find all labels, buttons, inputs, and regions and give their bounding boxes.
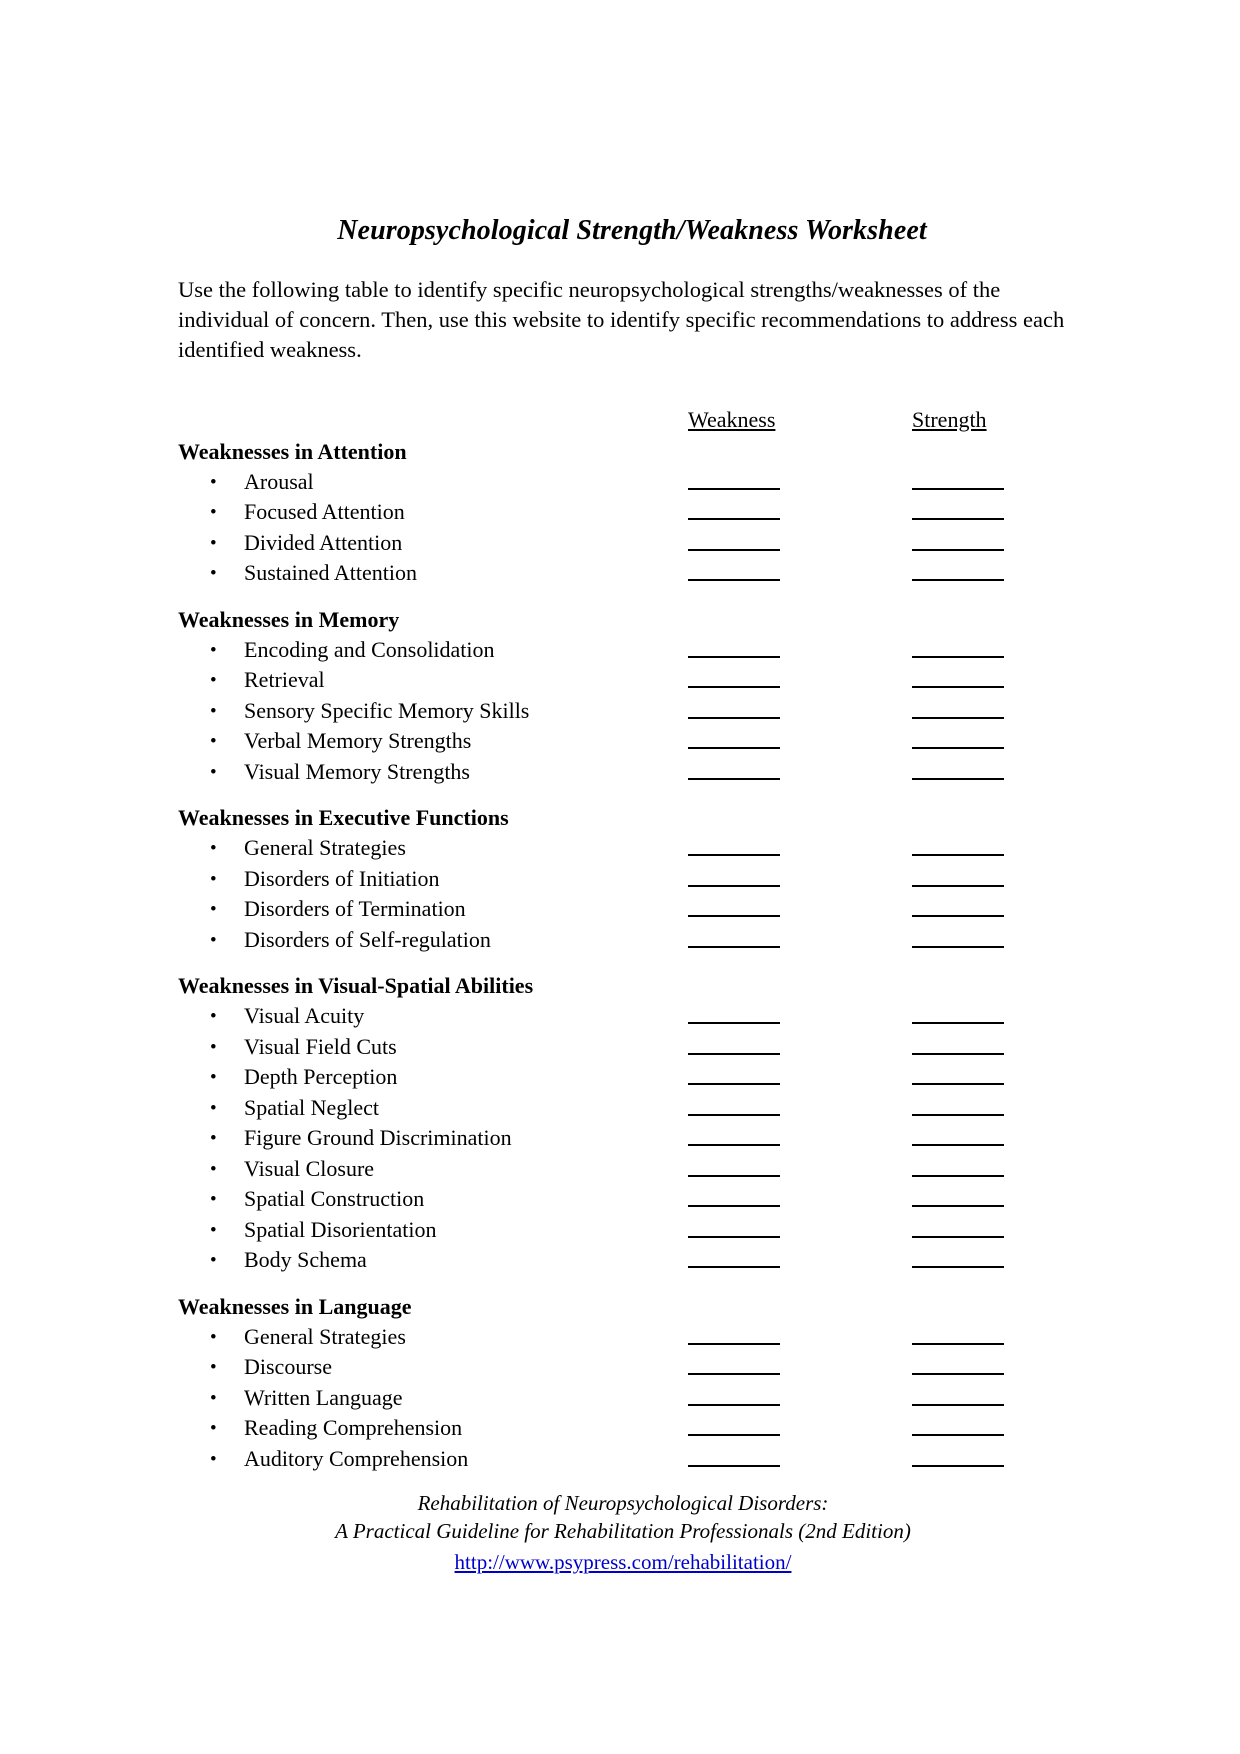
bullet-icon: • [210,700,217,722]
list-item [178,635,1068,666]
strength-blank-field[interactable] [912,915,1004,917]
list-item [178,1444,1068,1475]
weakness-blank-field[interactable] [688,854,780,856]
bullet-icon: • [210,761,217,783]
weakness-blank-field[interactable] [688,686,780,688]
bullet-icon: • [210,731,217,753]
item-label: Written Language [244,1384,403,1410]
strength-blank-field[interactable] [912,1373,1004,1375]
weakness-blank-field[interactable] [688,915,780,917]
item-label: Disorders of Initiation [244,865,440,891]
weakness-blank-field[interactable] [688,778,780,780]
list-item [178,1123,1068,1154]
strength-blank-field[interactable] [912,579,1004,581]
strength-blank-field[interactable] [912,656,1004,658]
strength-blank-field[interactable] [912,1205,1004,1207]
weakness-blank-field[interactable] [688,1373,780,1375]
column-headers [178,407,1068,437]
column-header-strength: Strength [912,406,987,432]
weakness-blank-field[interactable] [688,1083,780,1085]
strength-blank-field[interactable] [912,1053,1004,1055]
item-label: Depth Perception [244,1064,398,1090]
weakness-blank-field[interactable] [688,1236,780,1238]
bullet-icon: • [210,1097,217,1119]
strength-blank-field[interactable] [912,1114,1004,1116]
section-title: Weaknesses in Language [178,1293,412,1319]
bullet-icon: • [210,502,217,524]
bullet-icon: • [210,639,217,661]
footer-line-1: Rehabilitation of Neuropsychological Disorders: [417,1491,829,1515]
item-label: Arousal [244,468,314,494]
item-label: Divided Attention [244,529,403,555]
list-item [178,1245,1068,1276]
list-item [178,1383,1068,1414]
page-title: Neuropsychological Strength/Weakness Worksheet [337,215,927,246]
bullet-icon: • [210,1357,217,1379]
list-item [178,833,1068,864]
strength-blank-field[interactable] [912,1465,1004,1467]
footer-line-2: A Practical Guideline for Rehabilitation Professionals (2nd Edition) [335,1518,911,1543]
strength-blank-field[interactable] [912,1144,1004,1146]
list-item [178,1413,1068,1444]
item-label: General Strategies [244,1323,406,1349]
strength-blank-field[interactable] [912,1404,1004,1406]
intro-paragraph: Use the following table to identify specific neuropsychological strengths/weaknesses of the individual of concern. Then, use this website to identify specific recommendations to address each identified weakness. [178,277,1065,362]
item-label: Discourse [244,1354,332,1380]
section-title: Weaknesses in Executive Functions [178,805,509,831]
strength-blank-field[interactable] [912,1083,1004,1085]
strength-blank-field[interactable] [912,1434,1004,1436]
bullet-icon: • [210,1189,217,1211]
weakness-blank-field[interactable] [688,946,780,948]
section-executive-functions [178,805,1068,955]
list-item [178,1352,1068,1383]
weakness-blank-field[interactable] [688,1022,780,1024]
strength-blank-field[interactable] [912,1022,1004,1024]
list-item [178,1154,1068,1185]
weakness-blank-field[interactable] [688,885,780,887]
list-item [178,757,1068,788]
weakness-blank-field[interactable] [688,1175,780,1177]
item-label: Visual Field Cuts [244,1033,397,1059]
list-item [178,726,1068,757]
strength-blank-field[interactable] [912,1343,1004,1345]
item-label: Focused Attention [244,499,405,525]
item-label: Figure Ground Discrimination [244,1125,512,1151]
list-item [178,894,1068,925]
item-label: Disorders of Termination [244,896,466,922]
list-item [178,467,1068,498]
strength-blank-field[interactable] [912,717,1004,719]
weakness-blank-field[interactable] [688,717,780,719]
strength-blank-field[interactable] [912,854,1004,856]
weakness-blank-field[interactable] [688,1343,780,1345]
weakness-blank-field[interactable] [688,1205,780,1207]
weakness-blank-field[interactable] [688,747,780,749]
item-label: Visual Memory Strengths [244,758,470,784]
bullet-icon: • [210,1036,217,1058]
weakness-blank-field[interactable] [688,488,780,490]
bullet-icon: • [210,1158,217,1180]
weakness-blank-field[interactable] [688,1465,780,1467]
strength-blank-field[interactable] [912,747,1004,749]
weakness-blank-field[interactable] [688,1434,780,1436]
bullet-icon: • [210,1448,217,1470]
weakness-blank-field[interactable] [688,1144,780,1146]
list-item [178,497,1068,528]
weakness-blank-field[interactable] [688,1053,780,1055]
item-label: Encoding and Consolidation [244,636,495,662]
section-attention [178,439,1068,589]
bullet-icon: • [210,838,217,860]
item-label: Body Schema [244,1247,367,1273]
item-label: Spatial Construction [244,1186,425,1212]
rehabilitation-website-link[interactable]: http://www.psypress.com/rehabilitation/ [454,1549,792,1574]
bullet-icon: • [210,471,217,493]
bullet-icon: • [210,532,217,554]
list-item [178,1093,1068,1124]
worksheet-body [178,215,1068,1492]
section-language [178,1294,1068,1475]
bullet-icon: • [210,1326,217,1348]
strength-blank-field[interactable] [912,778,1004,780]
list-item [178,1184,1068,1215]
bullet-icon: • [210,1067,217,1089]
list-item [178,1062,1068,1093]
bullet-icon: • [210,1128,217,1150]
weakness-blank-field[interactable] [688,1404,780,1406]
bullet-icon: • [210,670,217,692]
weakness-blank-field[interactable] [688,579,780,581]
item-label: General Strategies [244,835,406,861]
list-item [178,1032,1068,1063]
section-title: Weaknesses in Memory [178,606,400,632]
strength-blank-field[interactable] [912,1266,1004,1268]
list-item [178,864,1068,895]
weakness-blank-field[interactable] [688,549,780,551]
item-label: Spatial Neglect [244,1094,380,1120]
list-item [178,1001,1068,1032]
weakness-blank-field[interactable] [688,656,780,658]
item-label: Retrieval [244,667,325,693]
bullet-icon: • [210,1006,217,1028]
section-title: Weaknesses in Attention [178,438,407,464]
strength-blank-field[interactable] [912,549,1004,551]
section-visual-spatial-abilities [178,973,1068,1276]
strength-blank-field[interactable] [912,946,1004,948]
bullet-icon: • [210,1250,217,1272]
strength-blank-field[interactable] [912,488,1004,490]
strength-blank-field[interactable] [912,686,1004,688]
item-label: Visual Acuity [244,1003,365,1029]
strength-blank-field[interactable] [912,518,1004,520]
item-label: Sensory Specific Memory Skills [244,697,530,723]
column-header-weakness: Weakness [688,406,776,432]
list-item [178,696,1068,727]
list-item [178,925,1068,956]
bullet-icon: • [210,868,217,890]
weakness-blank-field[interactable] [688,1266,780,1268]
section-title: Weaknesses in Visual-Spatial Abilities [178,973,534,999]
list-item [178,665,1068,696]
bullet-icon: • [210,1219,217,1241]
weakness-blank-field[interactable] [688,518,780,520]
document-footer [178,1490,1068,1577]
list-item [178,558,1068,589]
strength-blank-field[interactable] [912,1236,1004,1238]
item-label: Disorders of Self-regulation [244,926,491,952]
bullet-icon: • [210,563,217,585]
list-item [178,1215,1068,1246]
item-label: Auditory Comprehension [244,1445,469,1471]
item-label: Verbal Memory Strengths [244,728,472,754]
weakness-blank-field[interactable] [688,1114,780,1116]
list-item [178,1322,1068,1353]
bullet-icon: • [210,929,217,951]
bullet-icon: • [210,1387,217,1409]
strength-blank-field[interactable] [912,1175,1004,1177]
item-label: Reading Comprehension [244,1415,463,1441]
list-item [178,528,1068,559]
item-label: Sustained Attention [244,560,417,586]
item-label: Spatial Disorientation [244,1216,437,1242]
bullet-icon: • [210,899,217,921]
item-label: Visual Closure [244,1155,375,1181]
bullet-icon: • [210,1418,217,1440]
strength-blank-field[interactable] [912,885,1004,887]
section-memory [178,607,1068,788]
